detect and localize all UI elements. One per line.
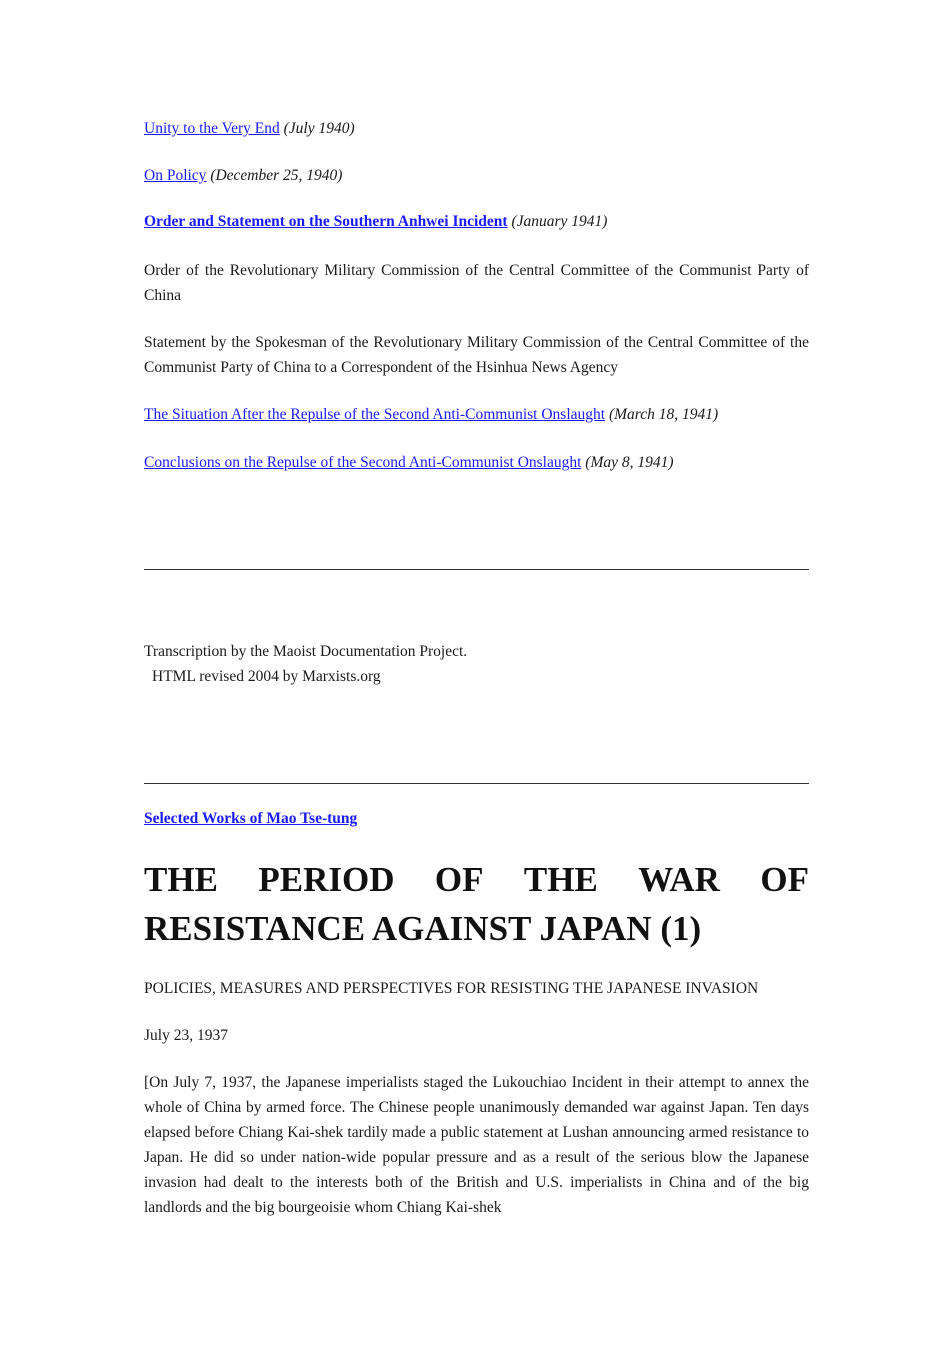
- title-word: OF: [434, 860, 484, 899]
- title-word: THE: [144, 860, 218, 899]
- article-date: July 23, 1937: [144, 1027, 228, 1044]
- divider: [144, 569, 809, 570]
- toc-item: [144, 116, 809, 141]
- toc-date: (May 8, 1941): [585, 454, 674, 471]
- toc-date: (July 1940): [283, 120, 355, 137]
- transcription-credit: Transcription by the Maoist Documentation Project.: [144, 643, 468, 660]
- toc-link-situation-after-repulse[interactable]: The Situation After the Repulse of the Second Anti-Communist Onslaught: [144, 406, 606, 423]
- toc-item: [144, 209, 809, 234]
- toc-date: (March 18, 1941): [608, 406, 719, 423]
- toc-item: [144, 450, 809, 475]
- toc-date: (December 25, 1940): [210, 167, 343, 184]
- toc-subitem-statement: Statement by the Spokesman of the Revolutionary Military Commission of the Central Committee of the Communist Party of China to a Correspondent of the Hsinhua News Agency: [144, 334, 809, 376]
- html-revision-credit: HTML revised 2004 by Marxists.org: [152, 668, 381, 685]
- toc-date: (January 1941): [511, 213, 608, 230]
- title-word: WAR: [638, 860, 720, 899]
- title-word: PERIOD: [258, 860, 395, 899]
- toc-link-conclusions-repulse[interactable]: Conclusions on the Repulse of the Second Anti-Communist Onslaught: [144, 454, 582, 471]
- toc-subitem-order: Order of the Revolutionary Military Commission of the Central Committee of the Communist Party of China: [144, 262, 809, 304]
- toc-link-unity[interactable]: Unity to the Very End: [144, 120, 280, 137]
- title-word: OF: [760, 860, 809, 899]
- title-line-1: [144, 855, 809, 904]
- breadcrumb: [144, 806, 809, 831]
- title-line-2: RESISTANCE AGAINST JAPAN (1): [144, 909, 702, 948]
- toc-item: [144, 163, 809, 188]
- page-title: [144, 855, 809, 953]
- title-word: THE: [523, 860, 598, 899]
- intro-paragraph: [On July 7, 1937, the Japanese imperialists staged the Lukouchiao Incident in their attempt to annex the whole of China by armed force. The Chinese people unanimously demanded war against Japan. Ten days elapsed before Chiang Kai-shek tardily made a public statement at Lushan announcing armed resistance to Japan. He did so under nation-wide popular pressure and as a result of the serious blow the Japanese invasion had dealt to the interests both of the British and U.S. imperialists in China and of the big landlords and the big bourgeoisie whom Chiang Kai-shek: [144, 1074, 809, 1216]
- article-subtitle: POLICIES, MEASURES AND PERSPECTIVES FOR RESISTING THE JAPANESE INVASION: [144, 980, 759, 997]
- toc-link-on-policy[interactable]: On Policy: [144, 167, 207, 184]
- toc-link-southern-anhwei[interactable]: Order and Statement on the Southern Anhwei Incident: [144, 213, 508, 230]
- divider: [144, 783, 809, 784]
- toc-item: [144, 402, 809, 427]
- selected-works-link[interactable]: Selected Works of Mao Tse-tung: [144, 810, 358, 827]
